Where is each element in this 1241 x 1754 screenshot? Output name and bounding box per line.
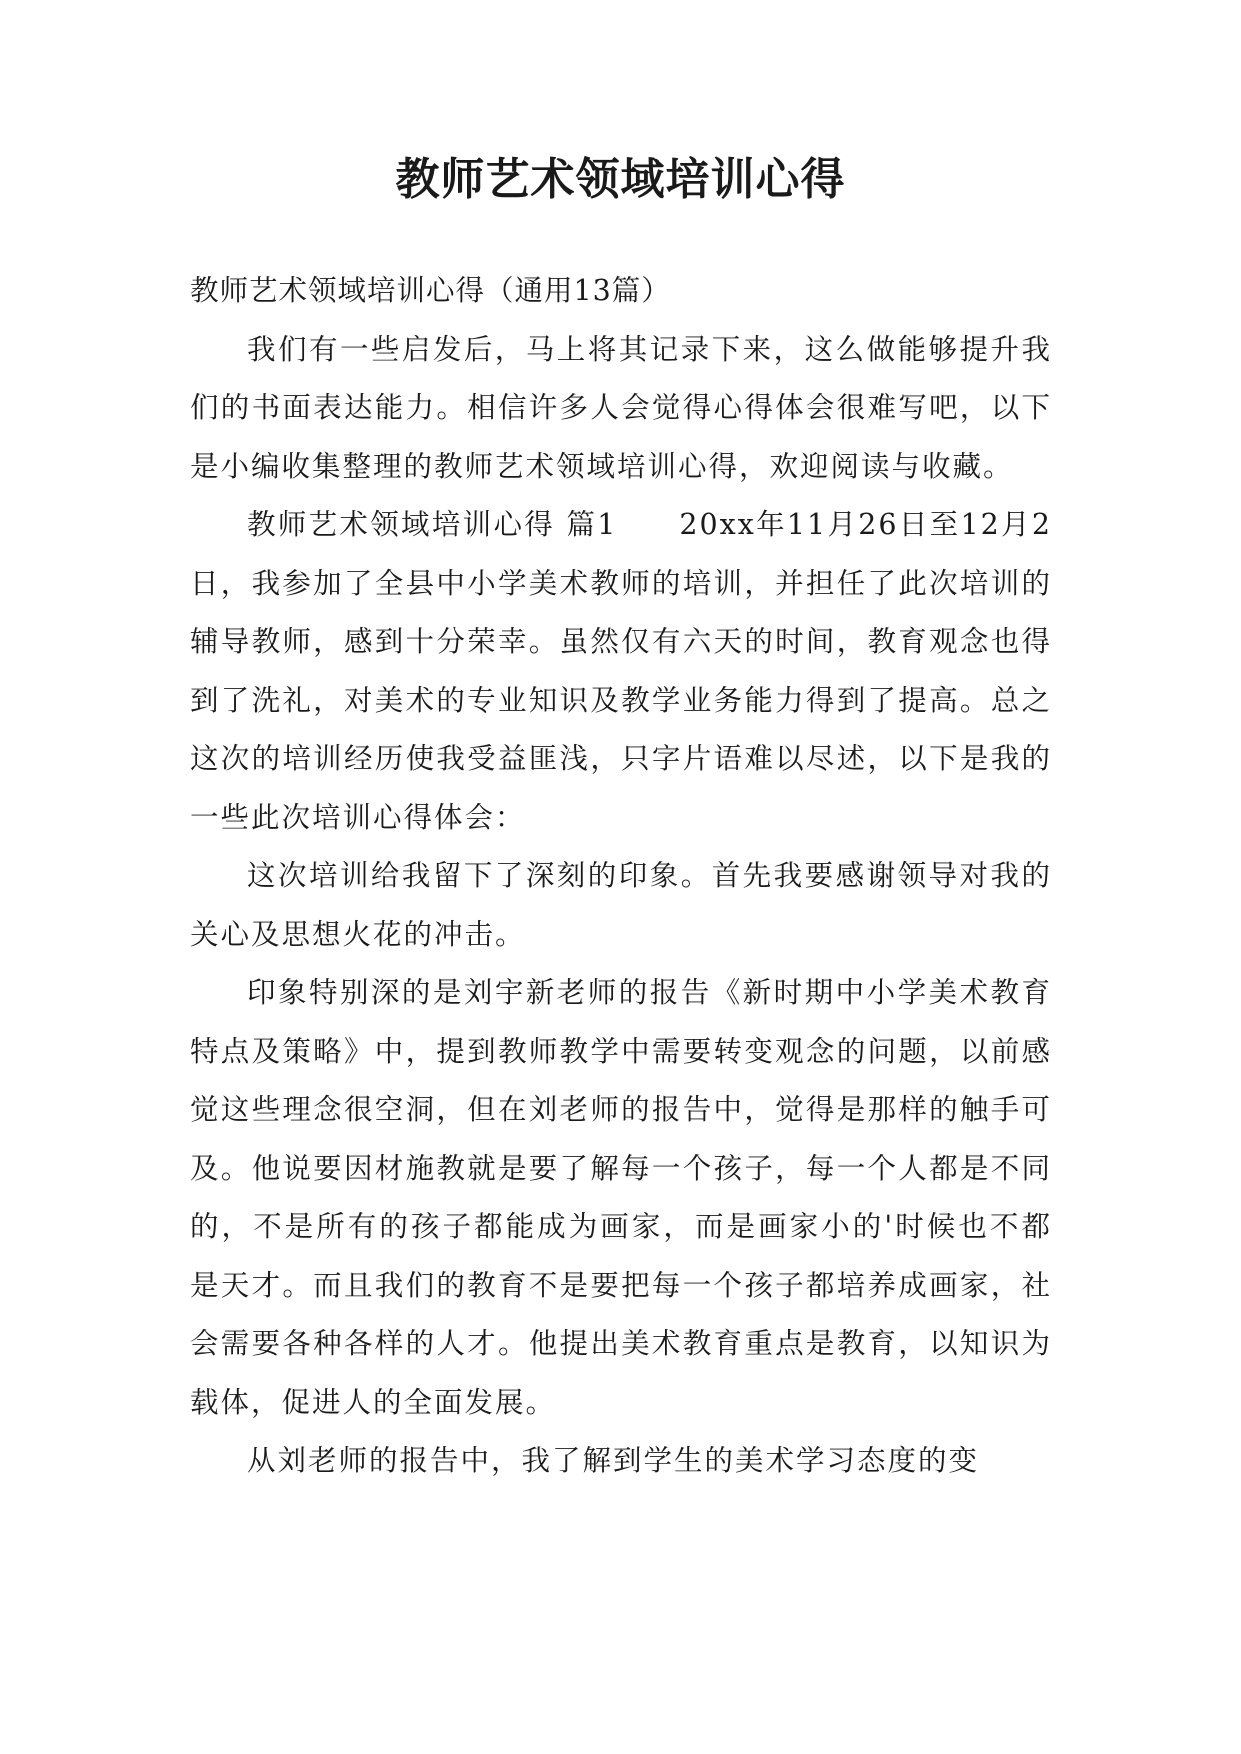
intro-paragraph: 我们有一些启发后，马上将其记录下来，这么做能够提升我们的书面表达能力。相信许多人会觉得心得体会很难写吧，以下是小编收集整理的教师艺术领域培训心得，欢迎阅读与收藏。 xyxy=(190,332,1052,483)
document-title: 教师艺术领域培训心得 xyxy=(395,154,846,205)
paragraph-3: 印象特别深的是刘宇新老师的报告《新时期中小学美术教育特点及策略》中，提到教师教学中需要转变观念的问题，以前感觉这些理念很空洞，但在刘老师的报告中，觉得是那样的触手可及。他说要因材施教就是要了解每一个孩子，每一个人都是不同的，不是所有的孩子都能成为画家，而是画家小的'时候也不都是天才。而且我们的教育不是要把每一个孩子都培养成画家，社会需要各种各样的人才。他提出美术教育重点是教育，以知识为载体，促进人的全面发展。 xyxy=(190,976,1052,1419)
document-body xyxy=(190,262,1052,1491)
section-1-text: 20xx年11月26日至12月2日，我参加了全县中小学美术教师的培训，并担任了此次培训的辅导教师，感到十分荣幸。虽然仅有六天的时间，教育观念也得到了洗礼，对美术的专业知识及教学业务能力得到了提高。总之这次的培训经历使我受益匪浅，只字片语难以尽述，以下是我的一些此次培训心得体会： xyxy=(190,508,1052,834)
paragraph-2: 这次培训给我留下了深刻的印象。首先我要感谢领导对我的关心及思想火花的冲击。 xyxy=(190,859,1052,951)
section-1-heading: 教师艺术领域培训心得 篇1 xyxy=(247,508,618,541)
paragraph-4: 从刘老师的报告中，我了解到学生的美术学习态度的变 xyxy=(247,1444,980,1477)
document-subtitle: 教师艺术领域培训心得（通用13篇） xyxy=(190,274,671,307)
section-1-paragraph xyxy=(190,496,1052,847)
